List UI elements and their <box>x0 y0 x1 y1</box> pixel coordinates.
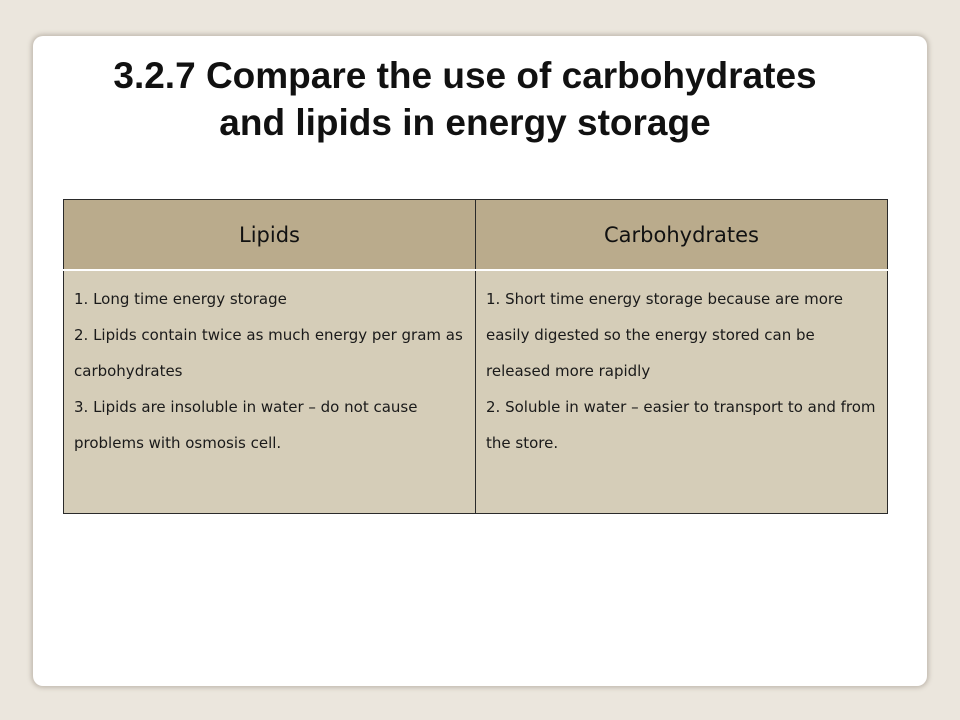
lipids-item-1: 1. Long time energy storage <box>74 290 287 308</box>
carbohydrates-item-1: 1. Short time energy storage because are more easily digested so the energy stored can be released more rapidly <box>486 290 843 380</box>
slide-title <box>40 52 890 146</box>
lipids-item-2: 2. Lipids contain twice as much energy per gram as carbohydrates <box>74 326 463 380</box>
table-row <box>64 270 888 513</box>
table-header-row <box>64 200 888 271</box>
lipids-cell <box>64 270 476 513</box>
carbohydrates-cell <box>476 270 888 513</box>
table-header <box>64 200 888 271</box>
carbohydrates-item-2: 2. Soluble in water – easier to transport to and from the store. <box>486 398 876 452</box>
header-lipids: Lipids <box>64 200 476 271</box>
comparison-table <box>63 199 888 514</box>
slide-title-line-1: 3.2.7 Compare the use of carbohydrates <box>113 55 817 96</box>
header-carbohydrates: Carbohydrates <box>476 200 888 271</box>
slide-title-line-2: and lipids in energy storage <box>219 102 711 143</box>
lipids-item-3: 3. Lipids are insoluble in water – do not cause problems with osmosis cell. <box>74 398 418 452</box>
